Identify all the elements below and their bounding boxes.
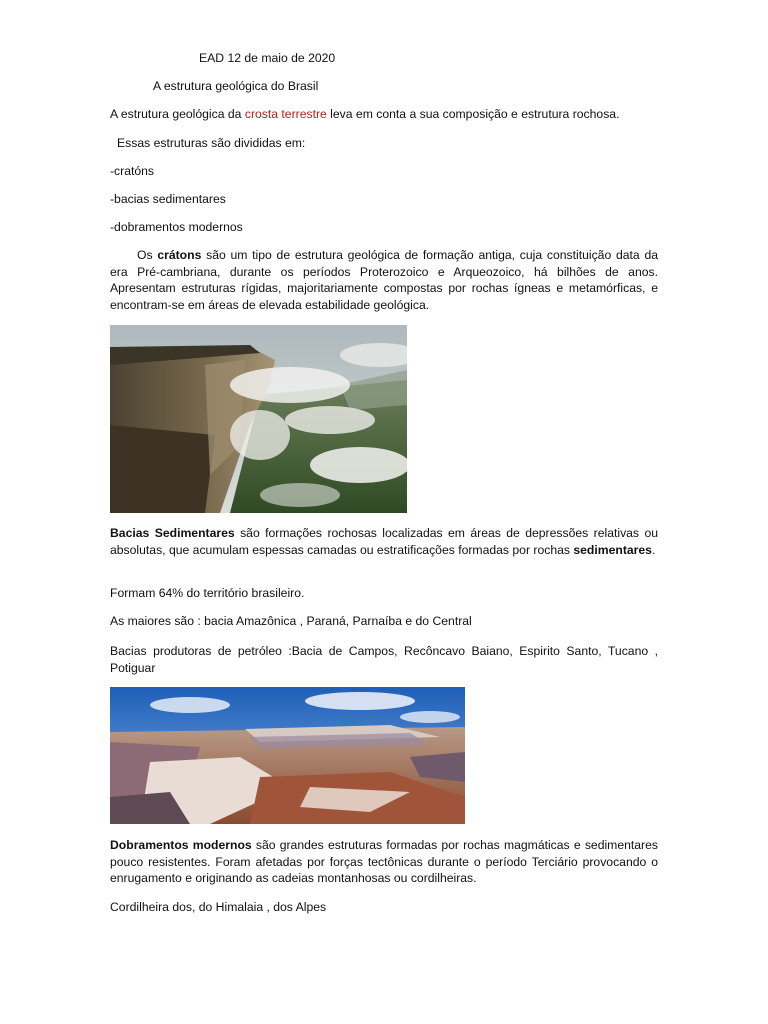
cratons-text: são um tipo de estrutura geológica de formação antiga, cuja constituição data da era Pré-cambriana, durante os períodos Proterozoico e Arqueozoico, há bilhões de anos. Apresentam estruturas rígidas, majoritariamente compostas por rochas ígneas e metamórficas, e encontram-se em áreas de elevada estabilidade geológica. bbox=[110, 248, 658, 312]
dobramentos-text: são grandes estruturas formadas por rochas magmáticas e sedimentares pouco resistentes. Foram afetadas por forças tectônicas durante o período Terciário provocando o enrugamento e originando as cadeias montanhosas ou cordilheiras. bbox=[110, 838, 658, 885]
cratons-photo bbox=[110, 325, 407, 513]
bacias-bold-2: sedimentares bbox=[573, 542, 652, 557]
list-item-bacias: -bacias sedimentares bbox=[110, 192, 226, 206]
bacias-paragraph bbox=[110, 525, 658, 558]
divided-text: Essas estruturas são divididas em: bbox=[117, 136, 306, 150]
cratons-pre: Os bbox=[137, 248, 158, 262]
badlands-image bbox=[110, 687, 465, 824]
cratons-bold: crátons bbox=[157, 248, 202, 262]
dobramentos-bold: Dobramentos modernos bbox=[110, 838, 252, 852]
formam-text: Formam 64% do território brasileiro. bbox=[110, 586, 305, 600]
crosta-terrestre-link[interactable]: crosta terrestre bbox=[244, 107, 327, 121]
intro-paragraph bbox=[110, 107, 619, 122]
bacias-end: . bbox=[651, 542, 656, 557]
cratons-paragraph bbox=[110, 247, 658, 313]
date-line: EAD 12 de maio de 2020 bbox=[199, 51, 336, 65]
bacias-bold: Bacias Sedimentares bbox=[110, 526, 235, 540]
list-item-dobramentos: -dobramentos modernos bbox=[110, 220, 243, 234]
intro-text-before: A estrutura geológica da bbox=[110, 107, 245, 121]
dobramentos-paragraph bbox=[110, 837, 658, 887]
document-title: A estrutura geológica do Brasil bbox=[153, 79, 319, 93]
maiores-text: As maiores são : bacia Amazônica , Paraná, Parnaíba e do Central bbox=[110, 614, 472, 628]
bacias-text: são formações rochosas localizadas em áreas de depressões relativas ou absolutas, que acumulam espessas camadas ou estratificações formadas por rochas bbox=[110, 526, 659, 557]
bacias-photo bbox=[110, 687, 465, 824]
petroleo-paragraph: Bacias produtoras de petróleo :Bacia de Campos, Recôncavo Baiano, Espirito Santo, Tucano , Potiguar bbox=[110, 644, 658, 675]
intro-text-after: leva em conta a sua composição e estrutura rochosa. bbox=[326, 107, 620, 121]
tepui-cliff-image bbox=[110, 325, 407, 513]
list-item-cratons: -cratóns bbox=[110, 164, 155, 178]
cordilheira-text: Cordilheira dos, do Himalaia , dos Alpes bbox=[110, 900, 327, 914]
